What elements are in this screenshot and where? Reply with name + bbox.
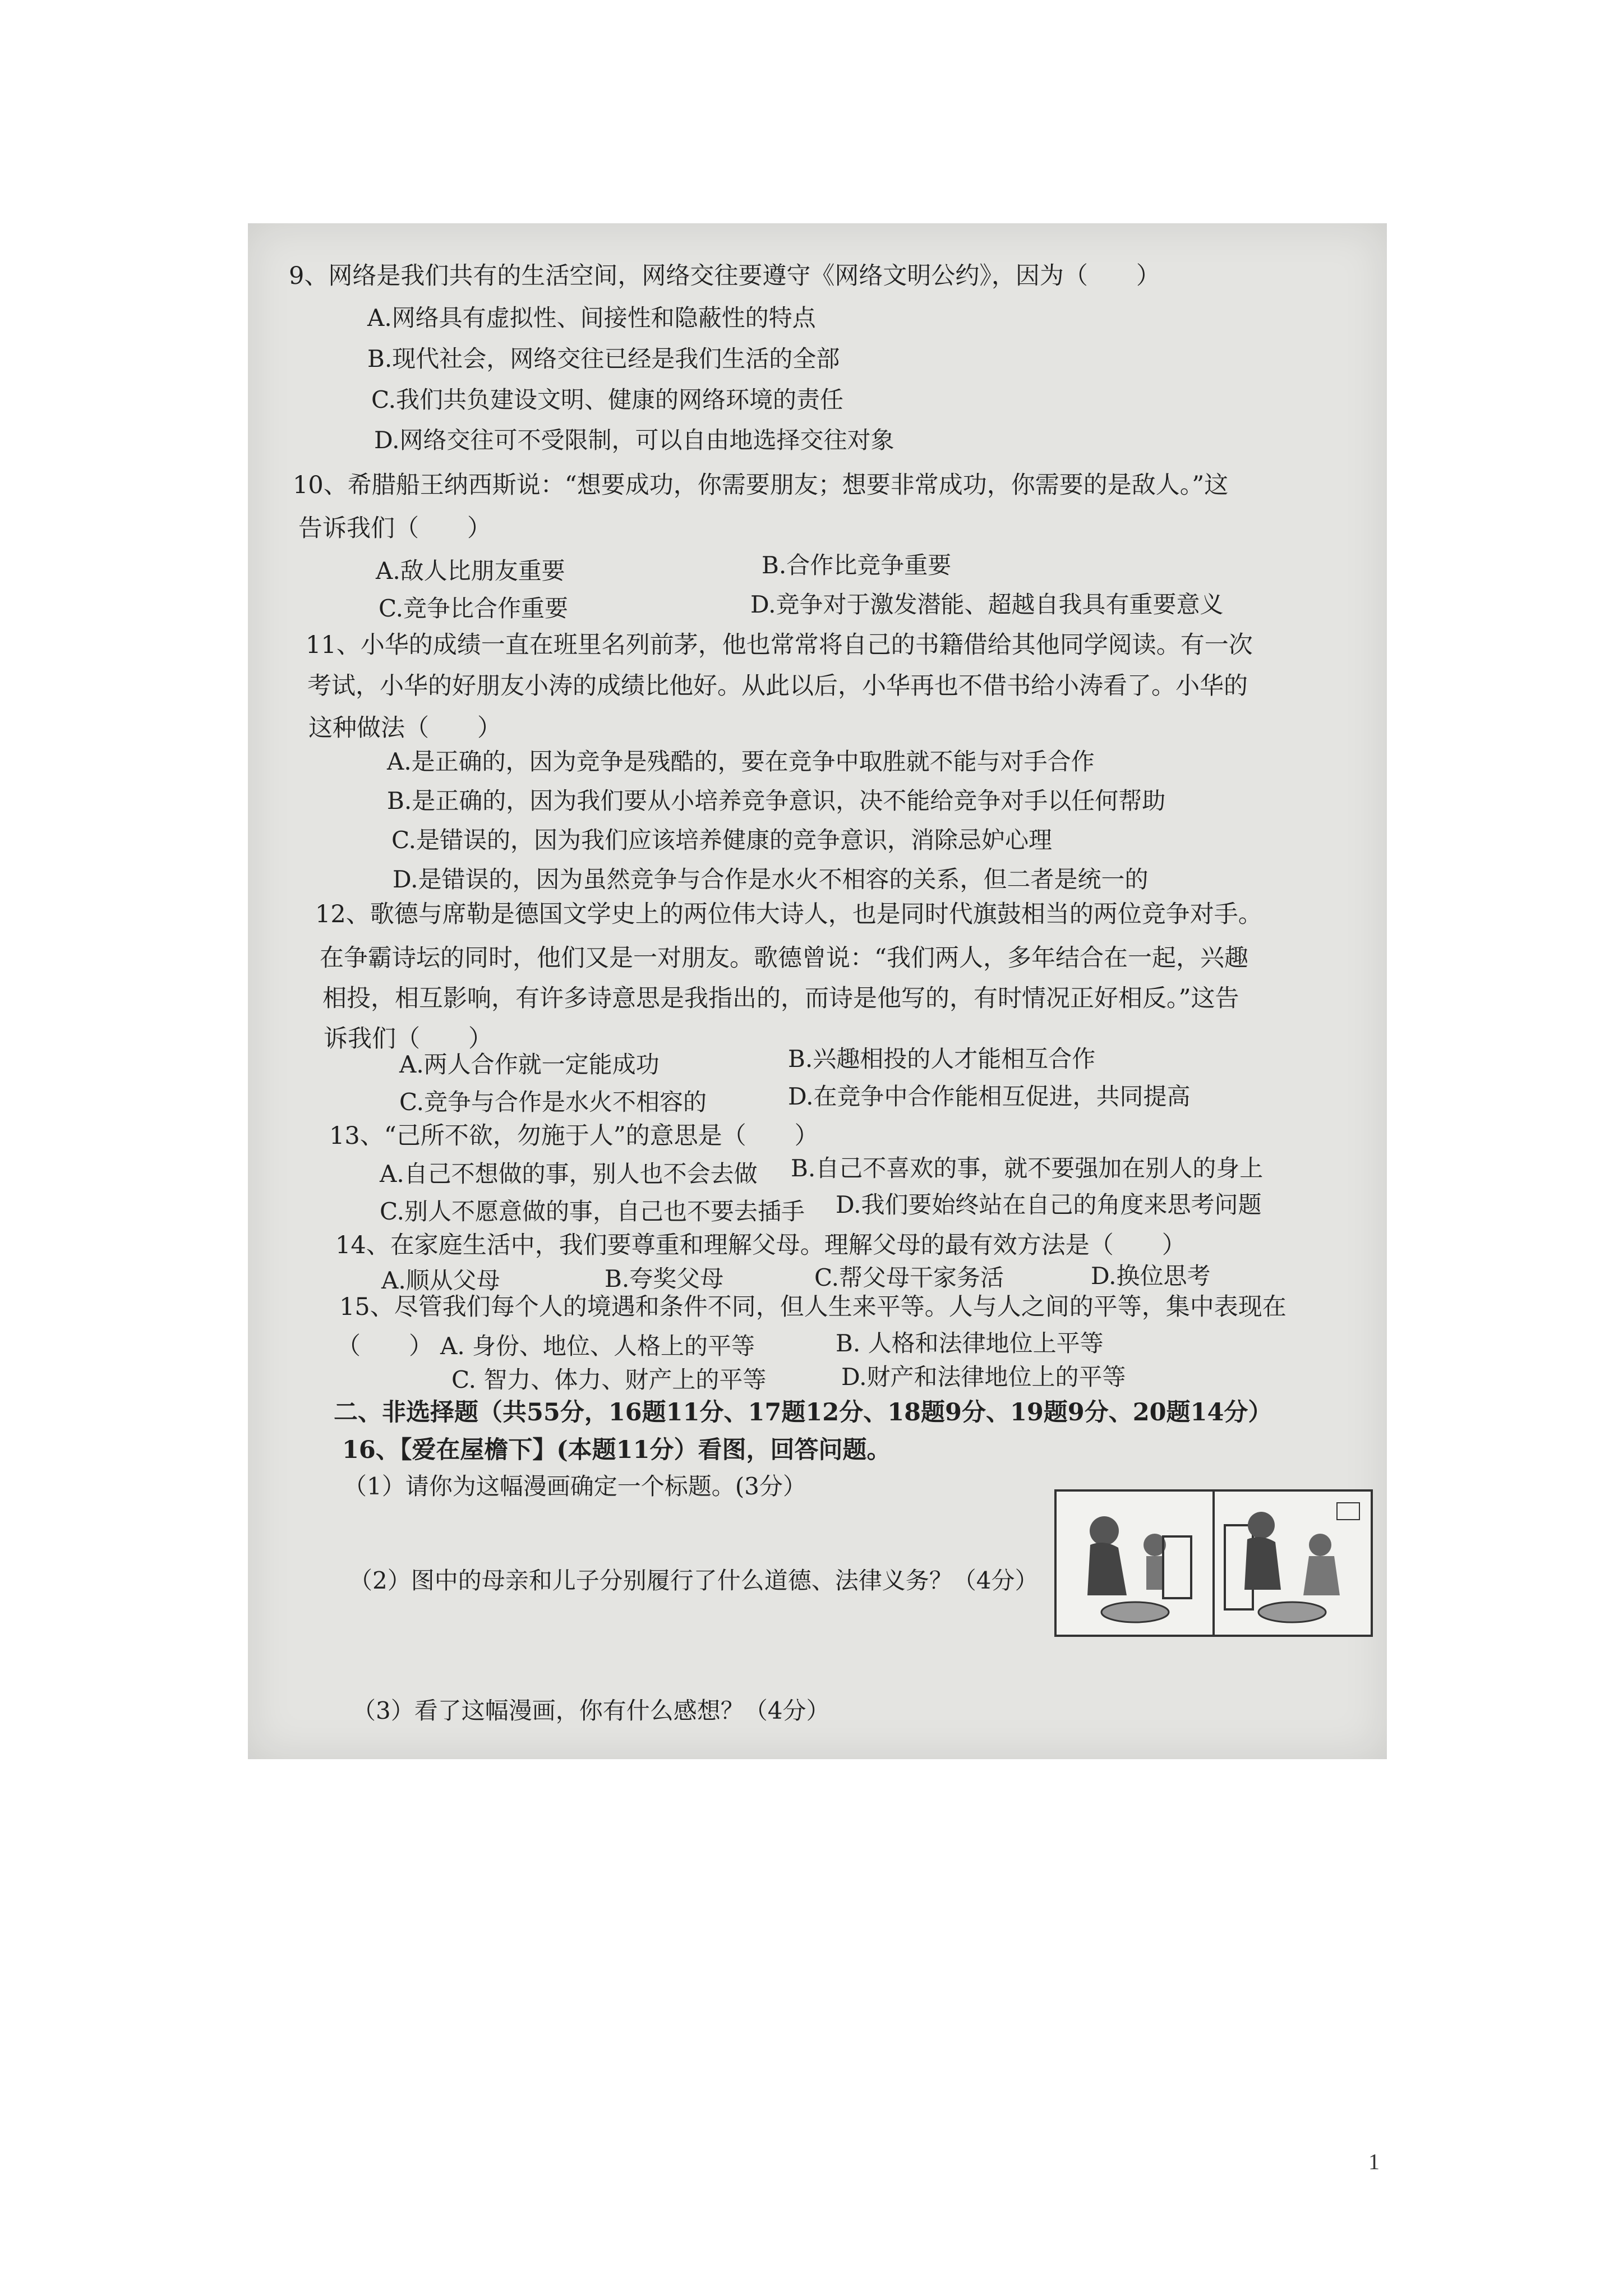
q12-stem-line1: 12、歌德与席勒是德国文学史上的两位伟大诗人，也是同时代旗鼓相当的两位竞争对手。 xyxy=(315,900,1262,928)
q11-option-c: C.是错误的，因为我们应该培养健康的竞争意识，消除忌妒心理 xyxy=(391,826,1052,854)
q9-option-c: C.我们共负建设文明、健康的网络环境的责任 xyxy=(371,386,843,413)
q14-option-c: C.帮父母干家务活 xyxy=(814,1264,1004,1291)
q15-answer-blank: （ ） xyxy=(336,1332,433,1360)
q12-stem-line3: 相投，相互影响，有许多诗意思是我指出的，而诗是他写的，有时情况正好相反。”这告 xyxy=(322,984,1239,1013)
q12-option-d: D.在竞争中合作能相互促进，共同提高 xyxy=(788,1083,1191,1110)
q15-option-d: D.财产和法律地位上的平等 xyxy=(841,1363,1126,1391)
q12-stem-line4: 诉我们（ ） xyxy=(324,1025,492,1053)
q15-option-b: B. 人格和法律地位上平等 xyxy=(836,1329,1104,1357)
q10-stem-line1: 10、希腊船王纳西斯说：“想要成功，你需要朋友；想要非常成功，你需要的是敌人。”这 xyxy=(293,471,1229,499)
q11-stem-line2: 考试，小华的好朋友小涛的成绩比他好。从此以后，小华再也不借书给小涛看了。小华的 xyxy=(307,672,1248,700)
q13-option-a: A.自己不想做的事，别人也不会去做 xyxy=(380,1160,758,1188)
q12-option-c: C.竞争与合作是水火不相容的 xyxy=(399,1088,707,1116)
cartoon-image xyxy=(1054,1489,1373,1637)
q13-stem: 13、“己所不欲，勿施于人”的意思是（ ） xyxy=(329,1122,819,1150)
q13-option-c: C.别人不愿意做的事，自己也不要去插手 xyxy=(380,1198,805,1225)
q16-sub1: （1）请你为这幅漫画确定一个标题。(3分） xyxy=(343,1473,806,1500)
q9-stem: 9、网络是我们共有的生活空间，网络交往要遵守《网络文明公约》，因为（ ） xyxy=(289,262,1160,290)
q10-option-b: B.合作比竞争重要 xyxy=(762,551,952,579)
section2-heading: 二、非选择题（共55分，16题11分、17题12分、18题9分、19题9分、20题14分） xyxy=(334,1398,1272,1427)
page-number: 1 xyxy=(1368,2149,1380,2174)
q10-stem-line2: 告诉我们（ ） xyxy=(298,514,491,542)
q9-option-b: B.现代社会，网络交往已经是我们生活的全部 xyxy=(367,345,840,372)
q13-option-d: D.我们要始终站在自己的角度来思考问题 xyxy=(836,1191,1262,1218)
q11-option-d: D.是错误的，因为虽然竞争与合作是水火不相容的关系，但二者是统一的 xyxy=(393,866,1149,893)
q16-sub2: （2）图中的母亲和儿子分别履行了什么道德、法律义务？（4分） xyxy=(349,1567,1039,1594)
q15-stem: 15、尽管我们每个人的境遇和条件不同，但人生来平等。人与人之间的平等，集中表现在 xyxy=(339,1293,1287,1321)
q12-option-a: A.两人合作就一定能成功 xyxy=(399,1051,660,1078)
q11-stem-line1: 11、小华的成绩一直在班里名列前茅，他也常常将自己的书籍借给其他同学阅读。有一次 xyxy=(306,631,1253,659)
q14-option-b: B.夸奖父母 xyxy=(605,1265,724,1292)
q14-stem: 14、在家庭生活中，我们要尊重和理解父母。理解父母的最有效方法是（ ） xyxy=(335,1231,1186,1259)
q15-option-a: A. 身份、地位、人格上的平等 xyxy=(440,1332,755,1360)
q14-option-a: A.顺从父母 xyxy=(381,1267,500,1294)
q10-option-a: A.敌人比朋友重要 xyxy=(376,557,565,585)
q16-sub3: （3）看了这幅漫画，你有什么感想？（4分） xyxy=(352,1697,830,1724)
q11-option-a: A.是正确的，因为竞争是残酷的，要在竞争中取胜就不能与对手合作 xyxy=(387,748,1095,775)
q9-option-d: D.网络交往可不受限制，可以自由地选择交往对象 xyxy=(374,426,895,454)
q13-option-b: B.自己不喜欢的事，就不要强加在别人的身上 xyxy=(791,1154,1264,1182)
q9-option-a: A.网络具有虚拟性、间接性和隐蔽性的特点 xyxy=(367,304,816,332)
q10-option-c: C.竞争比合作重要 xyxy=(379,595,568,622)
q15-option-c: C. 智力、体力、财产上的平等 xyxy=(451,1366,767,1393)
q11-stem-line3: 这种做法（ ） xyxy=(308,714,501,742)
q10-option-d: D.竞争对于激发潜能、超越自我具有重要意义 xyxy=(750,591,1224,618)
q11-option-b: B.是正确的，因为我们要从小培养竞争意识，决不能给竞争对手以任何帮助 xyxy=(387,787,1166,815)
q14-option-d: D.换位思考 xyxy=(1091,1262,1211,1290)
q16-title: 16、【爱在屋檐下】(本题11分）看图，回答问题。 xyxy=(342,1436,891,1464)
q12-stem-line2: 在争霸诗坛的同时，他们又是一对朋友。歌德曾说：“我们两人，多年结合在一起，兴趣 xyxy=(320,944,1248,972)
q12-option-b: B.兴趣相投的人才能相互合作 xyxy=(788,1045,1096,1073)
